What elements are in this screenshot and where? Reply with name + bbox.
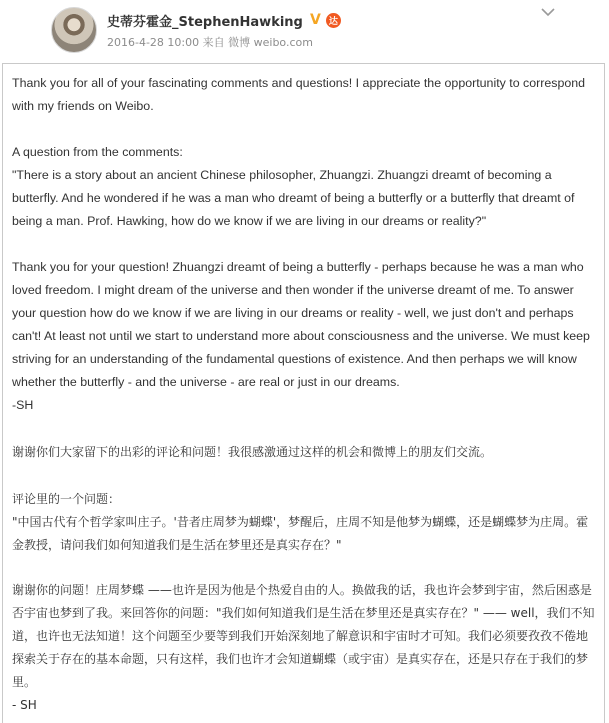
en-question-label: A question from the comments: xyxy=(12,145,183,159)
post-date[interactable]: 2016-4-28 10:00 xyxy=(107,36,200,49)
en-question-text: "There is a story about an ancient Chinese philosopher, Zhuangzi. Zhuangzi dreamt of becoming a butterfly. And he wondered if he was a man who dreamt of being a butterfly or a butterfly that dreamt of being a man. Prof. Hawking, how do we know if we are living in our dreams or reality?" xyxy=(12,168,575,228)
en-intro-paragraph: Thank you for all of your fascinating comments and questions! I appreciate the opportunity to correspond with my friends on Weibo. xyxy=(12,76,586,113)
username[interactable]: 史蒂芬霍金_StephenHawking xyxy=(107,14,303,30)
zh-intro-paragraph: 谢谢你们大家留下的出彩的评论和问题！我很感激通过这样的机会和微博上的朋友们交流。 xyxy=(12,445,493,459)
post-source[interactable]: 微博 weibo.com xyxy=(228,36,313,49)
post-meta xyxy=(107,34,313,50)
source-prefix: 来自 xyxy=(202,36,225,49)
zh-question-label: 评论里的一个问题： xyxy=(12,492,121,506)
verified-badge-icon[interactable]: V xyxy=(309,12,321,28)
zh-question-text: "中国古代有个哲学家叫庄子。'昔者庄周梦为蝴蝶'，梦醒后，庄周不知是他梦为蝴蝶，还是蝴蝶梦为庄周。霍金教授，请问我们如何知道我们是生活在梦里还是真实存在？" xyxy=(12,515,589,552)
avatar[interactable] xyxy=(51,7,97,53)
post-header xyxy=(0,0,609,62)
post-text xyxy=(12,72,597,717)
post-content-box xyxy=(2,63,605,723)
username-row xyxy=(107,10,341,30)
level-badge-icon[interactable]: 达 xyxy=(326,13,341,28)
en-signature: -SH xyxy=(12,398,34,412)
chevron-down-icon[interactable] xyxy=(540,6,556,18)
zh-signature: - SH xyxy=(12,698,37,712)
zh-answer-paragraph: 谢谢你的问题！庄周梦蝶 ——也许是因为他是个热爱自由的人。换做我的话，我也许会梦到宇宙，然后困惑是否宇宙也梦到了我。来回答你的问题："我们如何知道我们是生活在梦里还是真实存在？" —— well，我们不知道，也许也无法知道！这个问题至少要等到我们开始深刻地了解意识和宇宙时才可知。我们必须要孜孜不倦地探索关于存在的基本命题，只有这样，我们也许才会知道蝴蝶（或宇宙）是真实存在，还是只存在于我们的梦里。 xyxy=(12,583,595,689)
en-answer-paragraph: Thank you for your question! Zhuangzi dreamt of being a butterfly - perhaps because he was a man who loved freedom. I might dream of the universe and then wonder if the universe dreamt of me. To answer your question how do we know if we are living in our dreams or reality - well, we just don't and perhaps can't! At least not until we start to understand more about consciousness and the universe. We must keep striving for an understanding of the fundamental questions of existence. And then perhaps we will know whether the butterfly - and the universe - are real or just in our dreams. xyxy=(12,260,590,389)
